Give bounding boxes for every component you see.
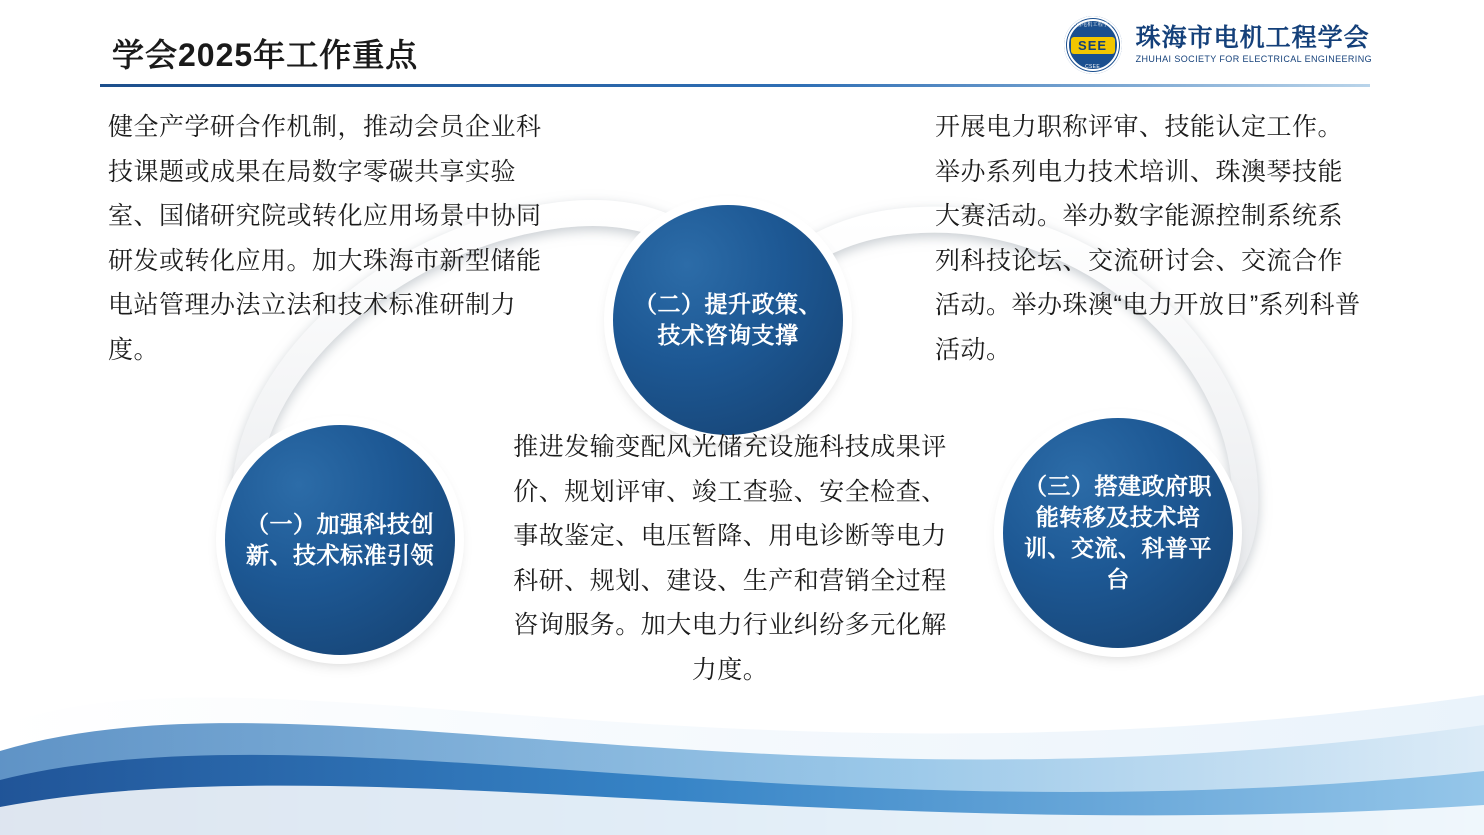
organization-name-en: ZHUHAI SOCIETY FOR ELECTRICAL ENGINEERING bbox=[1135, 54, 1372, 65]
slide-header bbox=[0, 0, 1484, 86]
emblem-top-text: 中国电机工程学会 bbox=[1071, 22, 1114, 28]
see-emblem-icon bbox=[1064, 16, 1122, 74]
focus-circle-1[interactable] bbox=[225, 425, 455, 655]
organization-name-cn: 珠海市电机工程学会 bbox=[1135, 23, 1370, 52]
description-text-right: 开展电力职称评审、技能认定工作。举办系列电力技术培训、珠澳琴技能大赛活动。举办数字能源控制系统系列科技论坛、交流研讨会、交流合作活动。举办珠澳“电力开放日”系列科普活动。 bbox=[935, 113, 1361, 364]
page-title: 学会2025年工作重点 bbox=[112, 37, 419, 73]
description-text-left: 健全产学研合作机制，推动会员企业科技课题或成果在局数字零碳共享实验室、国储研究院或转化应用场景中协同研发或转化应用。加大珠海市新型储能电站管理办法立法和技术标准研制力度。 bbox=[108, 113, 542, 364]
focus-circle-2[interactable] bbox=[613, 205, 843, 435]
emblem-badge-text: SEE bbox=[1071, 37, 1115, 54]
description-text-center: 推进发输变配风光储充设施科技成果评价、规划评审、竣工查验、安全检查、事故鉴定、电压暂降、用电诊断等电力科研、规划、建设、生产和营销全过程咨询服务。加大电力行业纠纷多元化解力度。 bbox=[513, 433, 947, 684]
logo-text-block bbox=[1136, 25, 1372, 65]
header-divider bbox=[100, 84, 1370, 87]
organization-logo bbox=[1064, 16, 1372, 74]
focus-circle-2-label: （二）提升政策、技术咨询支撑 bbox=[634, 290, 822, 348]
focus-circle-1-label: （一）加强科技创新、技术标准引领 bbox=[246, 510, 434, 568]
emblem-bottom-text: CSEE bbox=[1085, 64, 1100, 70]
focus-circle-3[interactable] bbox=[1003, 418, 1233, 648]
focus-circle-3-label: （三）搭建政府职能转移及技术培训、交流、科普平台 bbox=[1024, 472, 1212, 593]
